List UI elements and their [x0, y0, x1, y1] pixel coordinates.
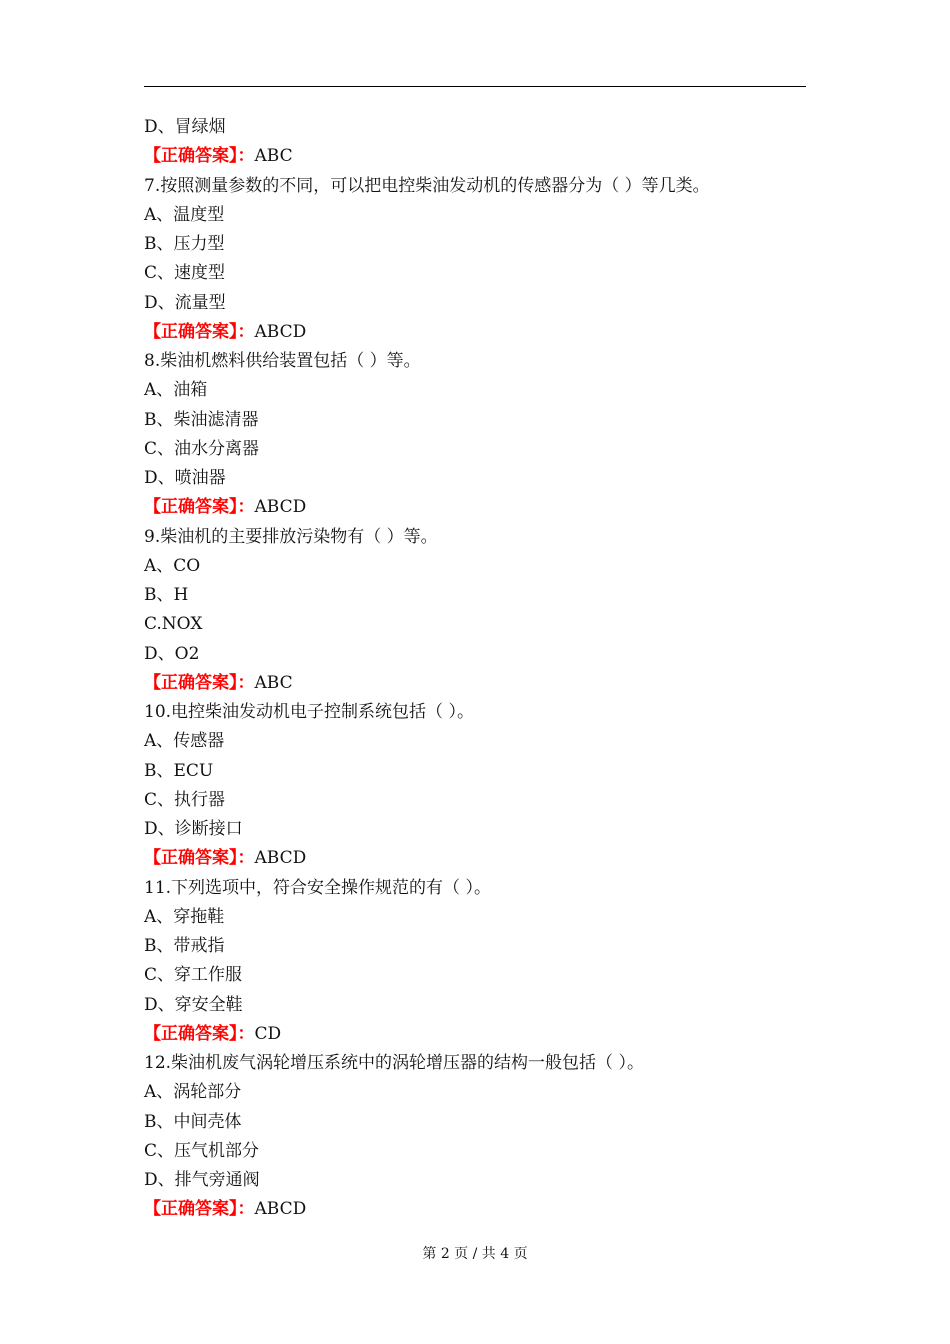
answer-line: [144, 844, 814, 873]
answer-line: [144, 1195, 814, 1224]
answer-line: [144, 1020, 814, 1049]
answer-line: [144, 493, 814, 522]
option-item: C、穿工作服: [144, 965, 243, 986]
option-item: C、执行器: [144, 789, 226, 810]
question-text: 8.柴油机燃料供给装置包括（ ）等。: [144, 351, 421, 371]
document-body: [144, 113, 814, 1225]
question-text: 10.电控柴油发动机电子控制系统包括（ ）。: [144, 702, 474, 722]
option-item: A、温度型: [144, 204, 225, 225]
option-item: D、O2: [144, 643, 200, 664]
option-item: C、压气机部分: [144, 1140, 260, 1161]
question-text: 7.按照测量参数的不同，可以把电控柴油发动机的传感器分为（ ）等几类。: [144, 175, 710, 196]
option-item: B、带戒指: [144, 936, 225, 956]
answer-value: ABCD: [254, 1199, 307, 1220]
option-item: B、压力型: [144, 234, 225, 254]
answer-label: 【正确答案】：: [144, 321, 255, 342]
option-item: C、速度型: [144, 263, 226, 284]
answer-value: CD: [254, 1023, 282, 1044]
option-item: D、喷油器: [144, 468, 226, 488]
answer-line: [144, 142, 814, 171]
answer-value: ABCD: [254, 497, 307, 518]
question-text: 12.柴油机废气涡轮增压系统中的涡轮增压器的结构一般包括（ ）。: [144, 1053, 644, 1073]
answer-label: 【正确答案】：: [144, 497, 255, 518]
option-item: D、排气旁通阀: [144, 1170, 260, 1190]
option-item: A、油箱: [144, 380, 208, 401]
option-item: D、流量型: [144, 292, 226, 313]
answer-label: 【正确答案】：: [144, 848, 255, 869]
option-item: B、H: [144, 585, 189, 605]
answer-value: ABC: [254, 146, 293, 167]
option-item: C.NOX: [144, 614, 203, 635]
option-item: A、CO: [144, 555, 201, 576]
option-item: B、ECU: [144, 760, 214, 781]
option-item: C、油水分离器: [144, 438, 260, 459]
option-item: A、穿拖鞋: [144, 906, 225, 927]
answer-value: ABC: [254, 672, 293, 693]
answer-label: 【正确答案】：: [144, 1199, 255, 1220]
header-rule: [144, 86, 806, 87]
option-item: D、冒绿烟: [144, 117, 226, 137]
answer-label: 【正确答案】：: [144, 1023, 255, 1044]
option-item: A、涡轮部分: [144, 1082, 242, 1103]
question-text: 9.柴油机的主要排放污染物有（ ）等。: [144, 526, 438, 547]
option-item: B、柴油滤清器: [144, 409, 259, 430]
answer-line: [144, 318, 814, 347]
option-item: B、中间壳体: [144, 1111, 242, 1132]
answer-label: 【正确答案】：: [144, 146, 255, 167]
question-text: 11.下列选项中，符合安全操作规范的有（ ）。: [144, 877, 491, 898]
option-item: A、传感器: [144, 731, 225, 752]
answer-line: [144, 669, 814, 698]
option-item: D、诊断接口: [144, 819, 243, 839]
option-item: D、穿安全鞋: [144, 994, 243, 1015]
answer-value: ABCD: [254, 848, 307, 869]
answer-label: 【正确答案】：: [144, 672, 255, 693]
page-footer: 第 2 页 / 共 4 页: [422, 1246, 528, 1262]
answer-value: ABCD: [254, 321, 307, 342]
